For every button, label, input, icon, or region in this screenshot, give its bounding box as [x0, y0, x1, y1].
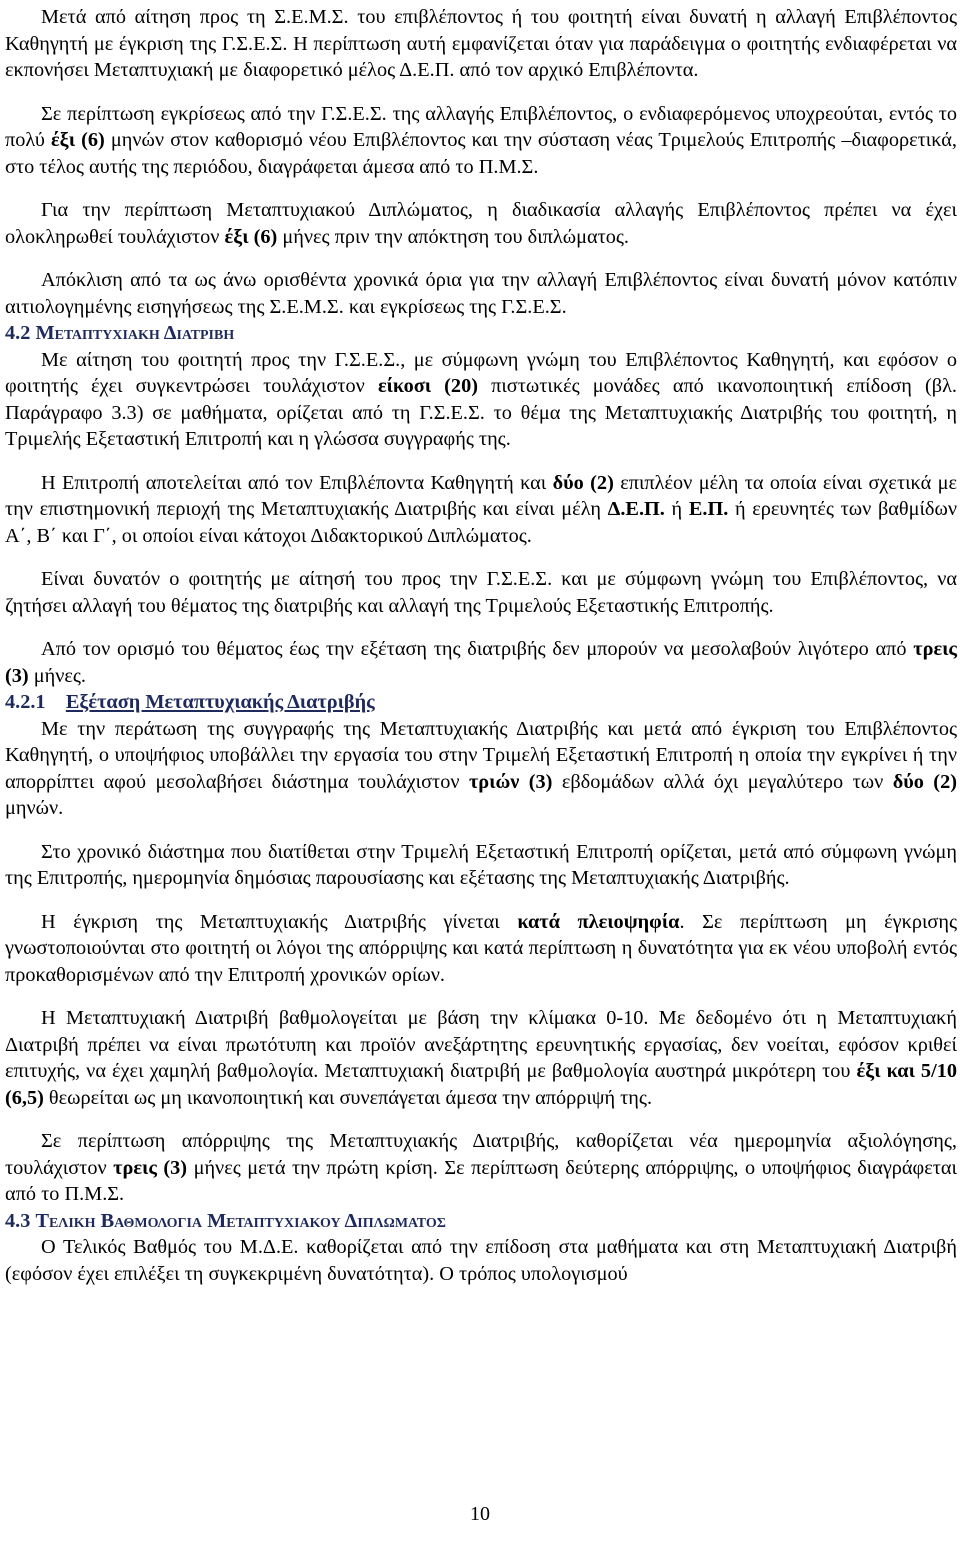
document-page: [5, 4, 957, 1287]
section-heading-4-2: 4.2 Μεταπτυχιακη Διατριβη: [5, 322, 235, 344]
paragraph-deviation: Απόκλιση από τα ως άνω ορισθέντα χρονικά όρια για την αλλαγή Επιβλέποντος είναι δυνατή μόνον κατόπιν αιτιολογημένης εισηγήσεως της Σ.Ε.Μ.Σ. και εγκρίσεως της Γ.Σ.Ε.Σ.: [5, 269, 957, 318]
paragraph-thesis-assignment: Με αίτηση του φοιτητή προς την Γ.Σ.Ε.Σ., με σύμφωνη γνώμη του Επιβλέποντος Καθηγητή, και εφόσον ο φοιτητής έχει συγκεντρώσει τουλάχιστον είκοσι (20) πιστωτικές μονάδες από ικανοποιητική επίδοση (βλ. Παράγραφο 3.3) σε μαθήματα, ορίζεται από τη Γ.Σ.Ε.Σ. το θέμα της Μεταπτυχιακής Διατριβής του φοιτητή, η Τριμελής Εξεταστική Επιτροπή και η γλώσσα συγγραφής της.: [5, 348, 957, 450]
paragraph-grading: Η Μεταπτυχιακή Διατριβή βαθμολογείται με βάση την κλίμακα 0-10. Με δεδομένο ότι η Μεταπτυχιακή Διατριβή πρέπει να είναι πρωτότυπη και προϊόν ανεξάρτητης ερευνητικής εργασίας, δεν νοείται, εφόσον κριθεί επιτυχής, να έχει χαμηλή βαθμολογία. Μεταπτυχιακή διατριβή με βαθμολογία αυστηρά μικρότερη του έξι και 5/10 (6,5) θεωρείται ως μη ικανοποιητική και συνεπάγεται άμεσα την απόρριψή της.: [5, 1007, 957, 1109]
section-heading-4-3: 4.3 Τελικη Βαθμολογια Μεταπτυχιακου Διπλωματος: [5, 1209, 446, 1232]
paragraph-supervisor-change: Μετά από αίτηση προς τη Σ.Ε.Μ.Σ. του επιβλέποντος ή του φοιτητή είναι δυνατή η αλλαγή Επιβλέποντος Καθηγητή με έγκριση της Γ.Σ.Ε.Σ. Η περίπτωση αυτή εμφανίζεται όταν για παράδειγμα ο φοιτητής ενδιαφέρεται να εκπονήσει Μεταπτυχιακή με διαφορετικό μέλος Δ.Ε.Π. από τον αρχικό Επιβλέποντα.: [5, 6, 957, 81]
paragraph-diploma-case: Για την περίπτωση Μεταπτυχιακού Διπλώματος, η διαδικασία αλλαγής Επιβλέποντος πρέπει να έχει ολοκληρωθεί τουλάχιστον έξι (6) μήνες πριν την απόκτηση του διπλώματος.: [5, 199, 957, 248]
paragraph-committee: Η Επιτροπή αποτελείται από τον Επιβλέποντα Καθηγητή και δύο (2) επιπλέον μέλη τα οποία είναι σχετικά με την επιστημονική περιοχή της Μεταπτυχιακής Διατριβής και είναι μέλη Δ.Ε.Π. ή Ε.Π. ή ερευνητές των βαθμίδων Α΄, Β΄ και Γ΄, οι οποίοι είναι κάτοχοι Διδακτορικού Διπλώματος.: [5, 471, 958, 547]
paragraph-minimum-duration: Από τον ορισμό του θέματος έως την εξέταση της διατριβής δεν μπορούν να μεσολαβούν λιγότερο από τρεις (3) μήνες.: [5, 638, 957, 687]
section-heading-4-2-1: 4.2.1 Εξέταση Μεταπτυχιακής Διατριβής: [5, 691, 375, 713]
paragraph-presentation: Στο χρονικό διάστημα που διατίθεται στην Τριμελή Εξεταστική Επιτροπή ορίζεται, μετά από σύμφωνη γνώμη της Επιτροπής, ημερομηνία δημόσιας παρουσίασης και εξέτασης της Μεταπτυχιακής Διατριβής.: [5, 840, 957, 889]
page-number: 10: [470, 1503, 490, 1525]
paragraph-rejection: Σε περίπτωση απόρριψης της Μεταπτυχιακής Διατριβής, καθορίζεται νέα ημερομηνία αξιολόγησης, τουλάχιστον τρεις (3) μήνες μετά την πρώτη κρίση. Σε περίπτωση δεύτερης απόρριψης, ο υποψήφιος διαγράφεται από το Π.Μ.Σ.: [5, 1130, 958, 1205]
paragraph-final-grade: Ο Τελικός Βαθμός του Μ.Δ.Ε. καθορίζεται από την επίδοση στα μαθήματα και στη Μεταπτυχιακή Διατριβή (εφόσον έχει επιλέξει τη συγκεκριμένη δυνατότητα). Ο τρόπος υπολογισμού: [5, 1236, 957, 1285]
paragraph-submission: Με την περάτωση της συγγραφής της Μεταπτυχιακής Διατριβής και μετά από έγκριση του Επιβλέποντος Καθηγητή, ο υποψήφιος υποβάλλει την εργασία του στην Τριμελή Εξεταστική Επιτροπή η οποία την εγκρίνει ή την απορρίπτει αφού μεσολαβήσει διάστημα τουλάχιστον τριών (3) εβδομάδων αλλά όχι μεγαλύτερο των δύο (2) μηνών.: [5, 717, 957, 819]
paragraph-approval-deadline: Σε περίπτωση εγκρίσεως από την Γ.Σ.Ε.Σ. της αλλαγής Επιβλέποντος, ο ενδιαφερόμενος υποχρεούται, εντός το πολύ έξι (6) μηνών στον καθορισμό νέου Επιβλέποντος και την σύσταση νέας Τριμελούς Επιτροπής –διαφορετικά, στο τέλος αυτής της περιόδου, διαγράφεται άμεσα από το Π.Μ.Σ.: [5, 102, 957, 178]
paragraph-topic-change: Είναι δυνατόν ο φοιτητής με αίτησή του προς την Γ.Σ.Ε.Σ. και με σύμφωνη γνώμη του Επιβλέποντος, να ζητήσει αλλαγή του θέματος της διατριβής και αλλαγή της Τριμελούς Εξεταστικής Επιτροπής.: [5, 568, 957, 617]
paragraph-approval-majority: Η έγκριση της Μεταπτυχιακής Διατριβής γίνεται κατά πλειοψηφία. Σε περίπτωση μη έγκρισης γνωστοποιούνται στο φοιτητή οι λόγοι της απόρριψης και κατά περίπτωση η δυνατότητα για εκ νέου υποβολή εντός προκαθορισμένων από την Επιτροπή χρονικών ορίων.: [5, 910, 957, 986]
